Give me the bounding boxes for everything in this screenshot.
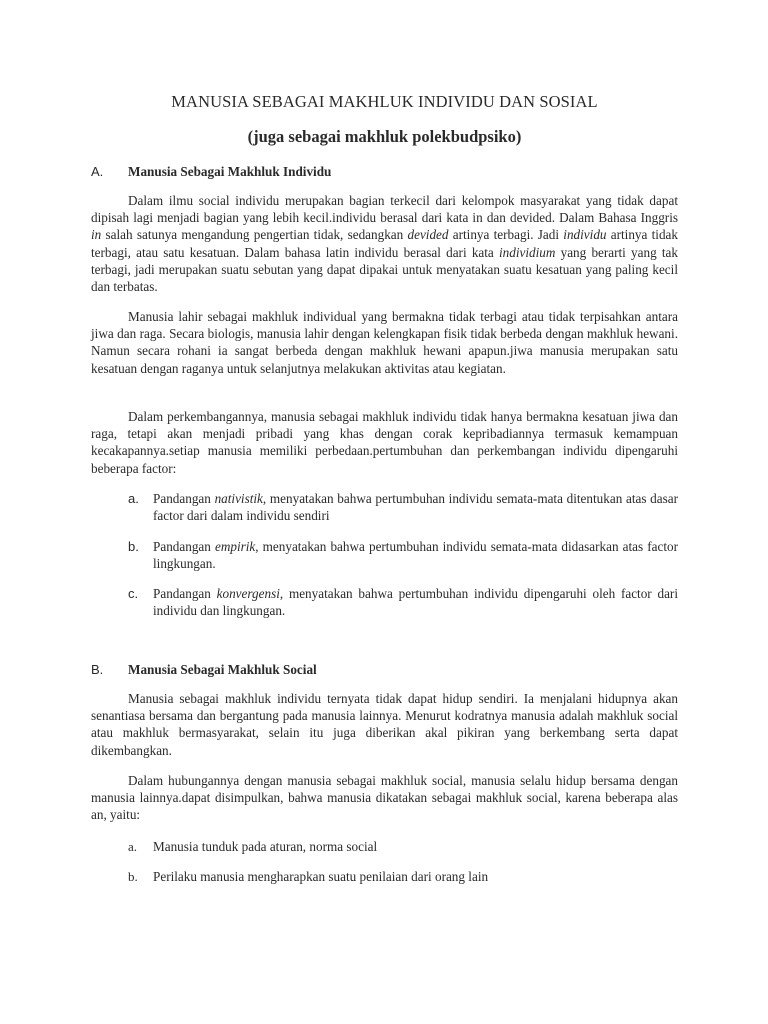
list-item-text: Manusia tunduk pada aturan, norma social <box>153 839 378 854</box>
section-a-paragraph-3: Dalam perkembangannya, manusia sebagai makhluk individu tidak hanya bermakna kesatuan jiwa dan raga, tetapi akan menjadi pribadi yang khas dengan corak kepribadiannya termasuk kemampuan kecakapannya.setiap manusia memiliki perbedaan.pertumbuhan dan perkembangan individu dipengaruhi beberapa factor: <box>91 409 678 476</box>
section-a-letter: A. <box>91 164 104 179</box>
item-post: , menyatakan bahwa pertumbuhan individu semata-mata ditentukan atas dasar factor dari dalam individu sendiri <box>153 491 679 524</box>
p1-text-4: artinya tidak terbagi, atau satu kesatuan. Dalam bahasa latin individu berasal dari kata <box>91 227 678 260</box>
p1-text-5: yang berarti yang tak terbagi, jadi merupakan suatu sebutan yang dapat dipakai untuk menyatakan suatu kesatuan yang paling kecil dan terbatas. <box>91 244 678 295</box>
p1-italic-in: in <box>91 227 102 243</box>
section-b-letter: B. <box>91 662 104 677</box>
item-pre: Pandangan <box>153 586 217 601</box>
list-item-text <box>153 490 678 524</box>
section-b-title: Manusia Sebagai Makhluk Social <box>128 662 317 677</box>
item-post: , menyatakan bahwa pertumbuhan individu dipengaruhi oleh factor dari individu dan lingkungan. <box>153 586 678 619</box>
list-item-text <box>153 538 678 572</box>
list-item-text <box>153 585 678 619</box>
list-item <box>128 585 678 619</box>
section-b-paragraph-1: Manusia sebagai makhluk individu ternyata tidak dapat hidup sendiri. Ia menjalani hidupnya akan senantiasa bersama dan bergantung pada manusia lainnya. Menurut kodratnya manusia adalah makhluk social atau makhluk bermasyarakat, selain itu juga diberikan akal pikiran yang berkembang serta dapat dikembangkan. <box>91 691 678 758</box>
list-item-marker: b. <box>128 869 138 884</box>
p1-italic-individium: individium <box>498 244 556 260</box>
section-a-paragraph-2: Manusia lahir sebagai makhluk individual yang bermakna tidak terbagi atau tidak terpisahkan antara jiwa dan raga. Secara biologis, manusia lahir dengan kelengkapan fisik tidak berbeda dengan makhluk hewani. Namun secara rohani ia sangat berbeda dengan makhluk hewani apapun.jiwa manusia merupakan satu kesatuan dengan raganya untuk selanjutnya melakukan aktivitas atau kegiatan. <box>91 309 678 376</box>
list-item-text: Perilaku manusia mengharapkan suatu penilaian dari orang lain <box>153 869 489 884</box>
list-item-marker: c. <box>128 586 139 601</box>
list-item <box>128 538 678 572</box>
list-item-marker: a. <box>128 491 139 506</box>
list-item-marker: a. <box>128 839 138 854</box>
document-title: MANUSIA SEBAGAI MAKHLUK INDIVIDU DAN SOSIAL <box>171 92 598 111</box>
list-item <box>128 868 678 885</box>
document-subtitle: (juga sebagai makhluk polekbudpsiko) <box>247 127 522 146</box>
item-pre: Pandangan <box>153 539 215 554</box>
p1-italic-individu: individu <box>563 227 607 243</box>
section-b-paragraph-2: Dalam hubungannya dengan manusia sebagai makhluk social, manusia selalu hidup bersama dengan manusia lainnya.dapat disimpulkan, bahwa manusia dikatakan sebagai makhluk social, karena beberapa alas an, yaitu: <box>91 773 678 823</box>
section-a-paragraph-1 <box>91 192 678 295</box>
p1-text-1: Dalam ilmu social individu merupakan bagian terkecil dari kelompok masyarakat yang tidak dapat dipisah lagi menjadi bagian yang lebih kecil.individu berasal dari kata in dan devided. Dalam Bahasa Inggris <box>91 193 678 226</box>
item-term: empirik <box>214 539 256 554</box>
item-term: nativistik <box>214 491 263 506</box>
item-term: konvergensi <box>216 586 280 601</box>
item-pre: Pandangan <box>153 491 215 506</box>
list-item <box>128 490 678 524</box>
section-a-title: Manusia Sebagai Makhluk Individu <box>128 164 332 179</box>
p1-italic-devided: devided <box>407 227 449 243</box>
p1-text-2: salah satunya mengandung pengertian tidak, sedangkan <box>101 227 408 243</box>
item-post: , menyatakan bahwa pertumbuhan individu semata-mata didasarkan atas factor lingkungan. <box>153 539 678 572</box>
p1-text-3: artinya terbagi. Jadi <box>448 227 564 243</box>
list-item <box>128 838 678 855</box>
list-item-marker: b. <box>128 539 139 554</box>
